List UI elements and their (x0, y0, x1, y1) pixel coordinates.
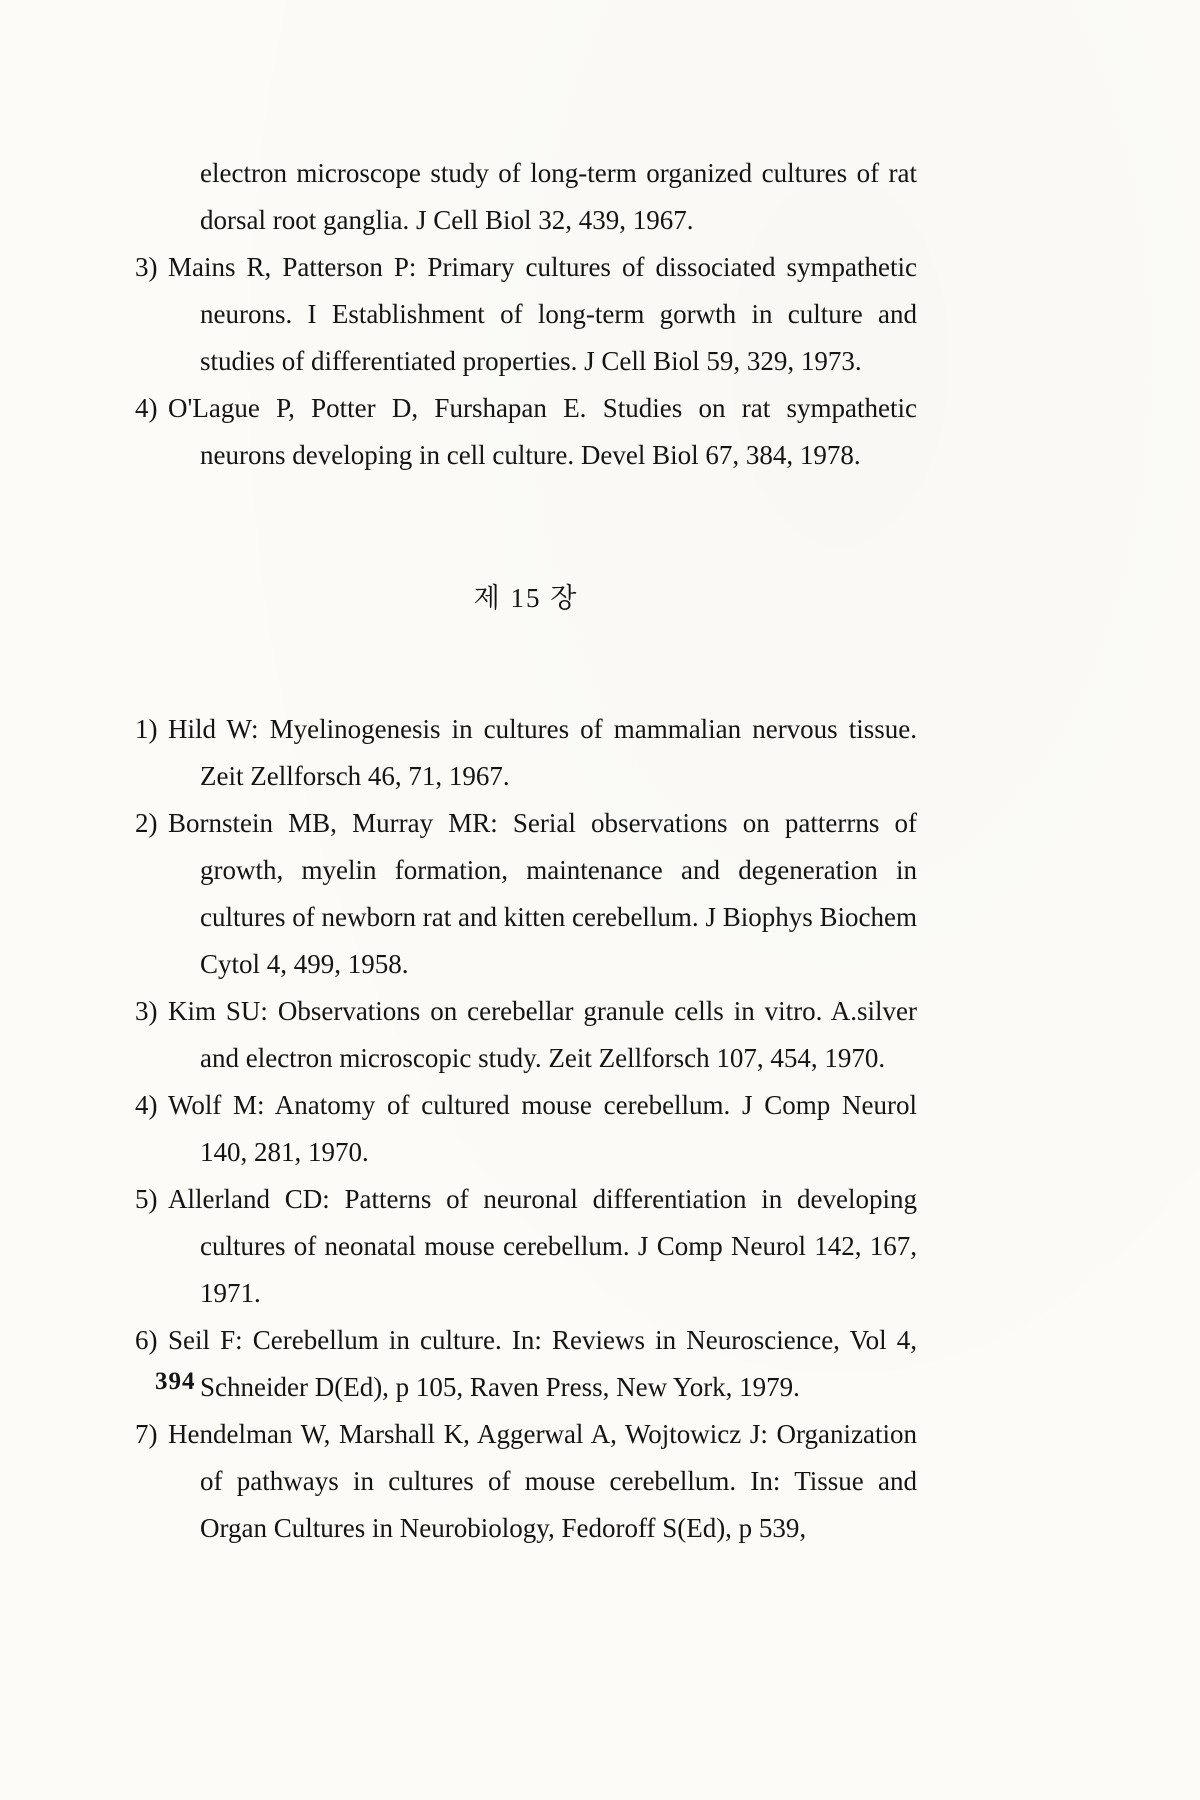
reference-text: Allerland CD: Patterns of neuronal differentiation in developing cultures of neonatal mouse cerebellum. J Comp Neurol 142, 167, 1971. (168, 1184, 917, 1308)
reference-item (135, 385, 917, 479)
reference-number: 3) (135, 996, 158, 1026)
reference-number: 2) (135, 808, 158, 838)
reference-number: 4) (135, 1090, 158, 1120)
page-number: 394 (155, 1368, 196, 1395)
reference-item (135, 800, 917, 988)
reference-item (135, 1082, 917, 1176)
reference-list-chapter-15 (135, 706, 917, 1552)
reference-continuation-paragraph: electron microscope study of long-term organized cultures of rat dorsal root ganglia. J Cell Biol 32, 439, 1967. (200, 158, 917, 235)
reference-item (135, 244, 917, 385)
reference-text: Kim SU: Observations on cerebellar granule cells in vitro. A.silver and electron microscopic study. Zeit Zellforsch 107, 454, 1970. (168, 996, 917, 1073)
reference-item (135, 988, 917, 1082)
reference-number: 6) (135, 1325, 158, 1355)
reference-text: Wolf M: Anatomy of cultured mouse cerebellum. J Comp Neurol 140, 281, 1970. (168, 1090, 917, 1167)
reference-item (135, 706, 917, 800)
reference-item (135, 1317, 917, 1411)
reference-text: Hild W: Myelinogenesis in cultures of mammalian nervous tissue. Zeit Zellforsch 46, 71, 1967. (168, 714, 917, 791)
reference-number: 1) (135, 714, 158, 744)
reference-number: 7) (135, 1419, 158, 1449)
reference-text: Bornstein MB, Murray MR: Serial observations on patterrns of growth, myelin formation, maintenance and degeneration in cultures of newborn rat and kitten cerebellum. J Biophys Biochem Cytol 4, 499, 1958. (168, 808, 917, 979)
reference-text: O'Lague P, Potter D, Furshapan E. Studies on rat sympathetic neurons developing in cell culture. Devel Biol 67, 384, 1978. (168, 393, 917, 470)
text-block (135, 150, 917, 1552)
reference-text: Hendelman W, Marshall K, Aggerwal A, Wojtowicz J: Organization of pathways in cultures of mouse cerebellum. In: Tissue and Organ Cultures in Neurobiology, Fedoroff S(Ed), p 539, (168, 1419, 917, 1543)
reference-number: 4) (135, 393, 158, 423)
reference-item (135, 1411, 917, 1552)
reference-text: Mains R, Patterson P: Primary cultures of dissociated sympathetic neurons. I Establishment of long-term gorwth in culture and studies of differentiated properties. J Cell Biol 59, 329, 1973. (168, 252, 917, 376)
reference-item (135, 1176, 917, 1317)
reference-number: 5) (135, 1184, 158, 1214)
reference-list-previous-chapter (135, 244, 917, 479)
reference-text: Seil F: Cerebellum in culture. In: Reviews in Neuroscience, Vol 4, Schneider D(Ed), p 105, Raven Press, New York, 1979. (168, 1325, 917, 1402)
reference-number: 3) (135, 252, 158, 282)
chapter-heading: 제 15 장 (473, 583, 579, 613)
